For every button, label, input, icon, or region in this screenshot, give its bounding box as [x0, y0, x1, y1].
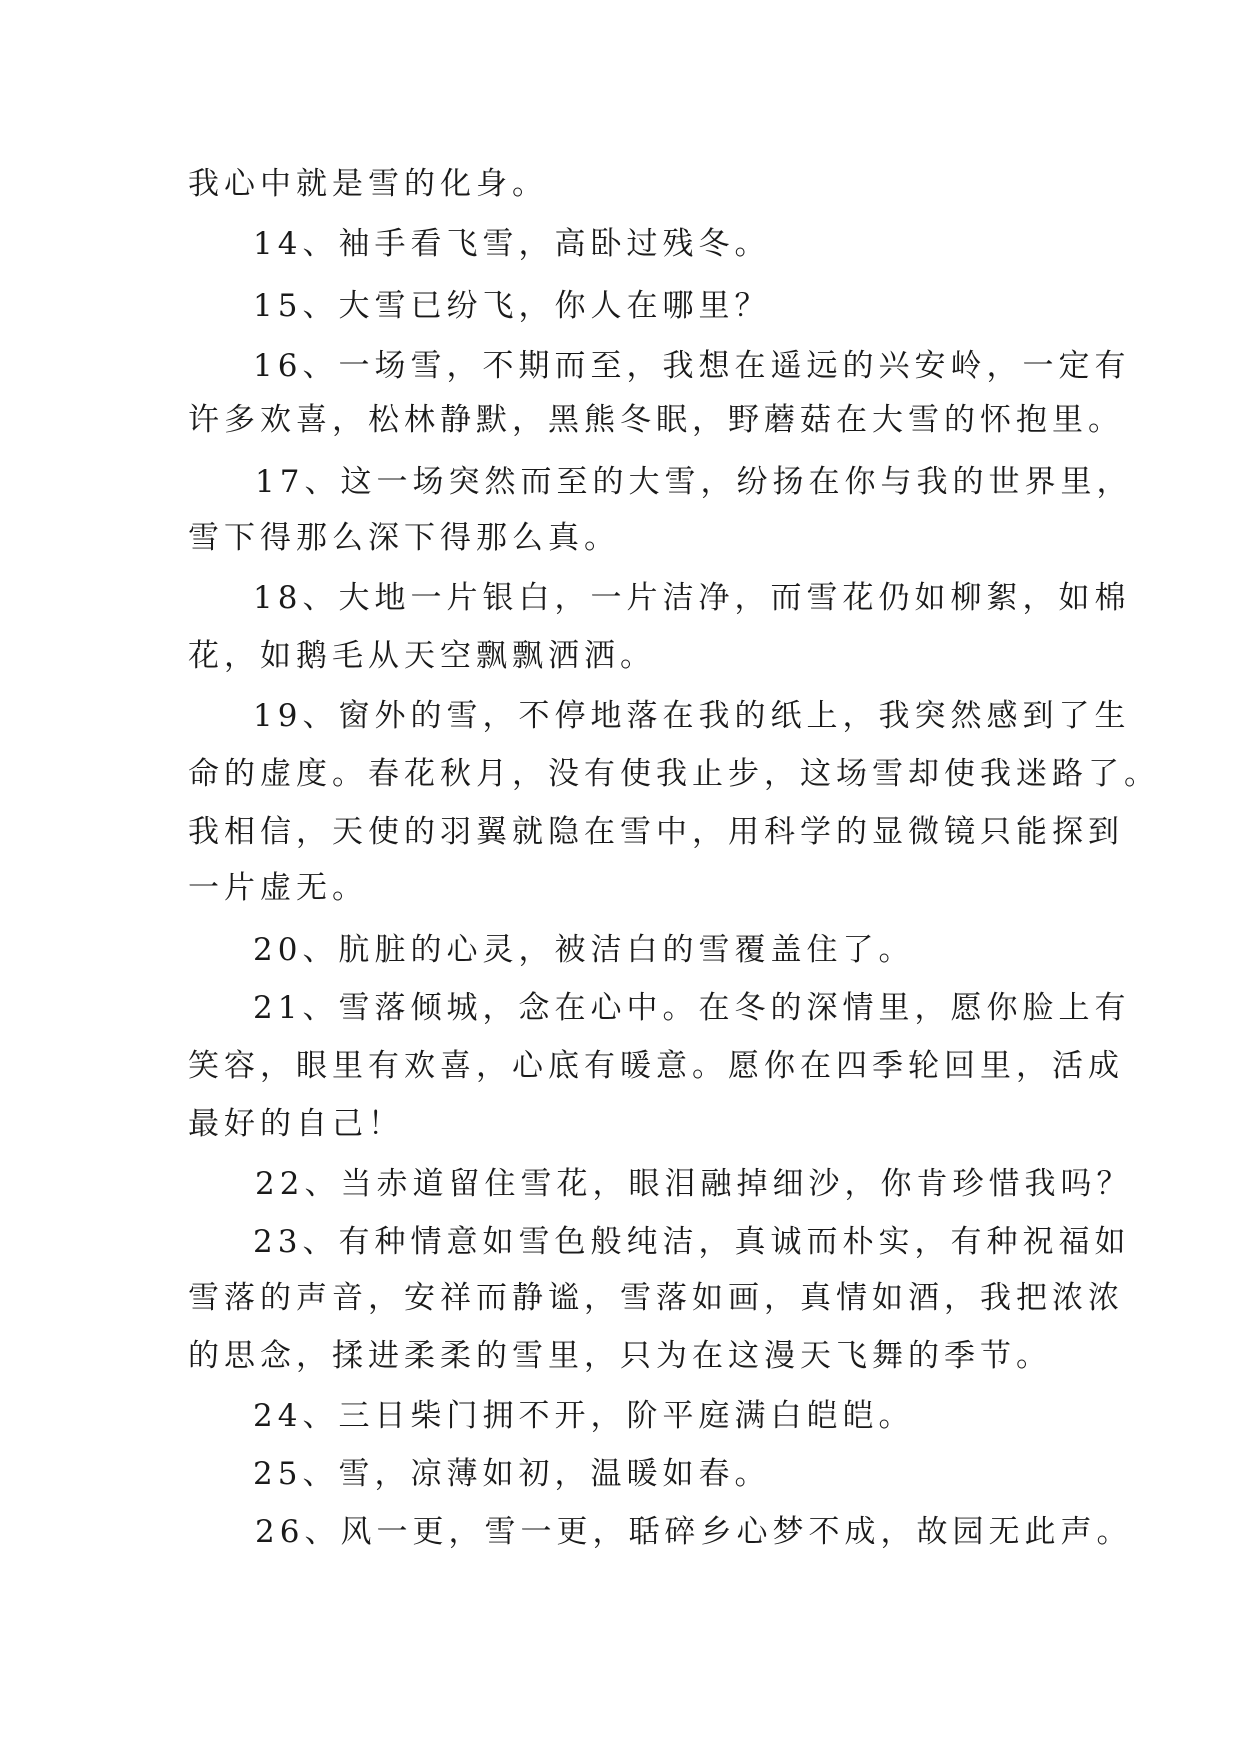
- text-line: 的思念，揉进柔柔的雪里，只为在这漫天飞舞的季节。: [188, 1338, 1052, 1374]
- text-line: 一片虚无。: [188, 870, 368, 906]
- text-line: 20、肮脏的心灵，被洁白的雪覆盖住了。: [253, 932, 915, 968]
- text-line: 命的虚度。春花秋月，没有使我止步，这场雪却使我迷路了。: [188, 756, 1160, 792]
- text-line: 17、这一场突然而至的大雪，纷扬在你与我的世界里，: [255, 464, 1133, 500]
- text-line: 21、雪落倾城，念在心中。在冬的深情里，愿你脸上有: [253, 990, 1131, 1026]
- text-line: 18、大地一片银白，一片洁净，而雪花仍如柳絮，如棉: [253, 580, 1131, 616]
- text-line: 16、一场雪，不期而至，我想在遥远的兴安岭，一定有: [253, 348, 1131, 384]
- text-line: 24、三日柴门拥不开，阶平庭满白皑皑。: [253, 1398, 915, 1434]
- text-line: 我心中就是雪的化身。: [188, 166, 548, 202]
- text-line: 23、有种情意如雪色般纯洁，真诚而朴实，有种祝福如: [253, 1224, 1131, 1260]
- text-line: 19、窗外的雪，不停地落在我的纸上，我突然感到了生: [253, 698, 1131, 734]
- text-line: 花，如鹅毛从天空飘飘洒洒。: [188, 638, 656, 674]
- text-line: 雪下得那么深下得那么真。: [188, 520, 620, 556]
- text-line: 22、当赤道留住雪花，眼泪融掉细沙，你肯珍惜我吗？: [255, 1166, 1133, 1202]
- text-line: 我相信，天使的羽翼就隐在雪中，用科学的显微镜只能探到: [188, 814, 1124, 850]
- text-line: 26、风一更，雪一更，聒碎乡心梦不成，故园无此声。: [255, 1514, 1133, 1550]
- text-line: 最好的自己！: [188, 1106, 404, 1142]
- text-line: 25、雪，凉薄如初，温暖如春。: [253, 1456, 771, 1492]
- text-line: 雪落的声音，安祥而静谧，雪落如画，真情如酒，我把浓浓: [188, 1280, 1124, 1316]
- text-line: 15、大雪已纷飞，你人在哪里？: [253, 288, 771, 324]
- text-line: 许多欢喜，松林静默，黑熊冬眠，野蘑菇在大雪的怀抱里。: [188, 402, 1124, 438]
- text-line: 笑容，眼里有欢喜，心底有暖意。愿你在四季轮回里，活成: [188, 1048, 1124, 1084]
- text-line: 14、袖手看飞雪，高卧过残冬。: [253, 226, 771, 262]
